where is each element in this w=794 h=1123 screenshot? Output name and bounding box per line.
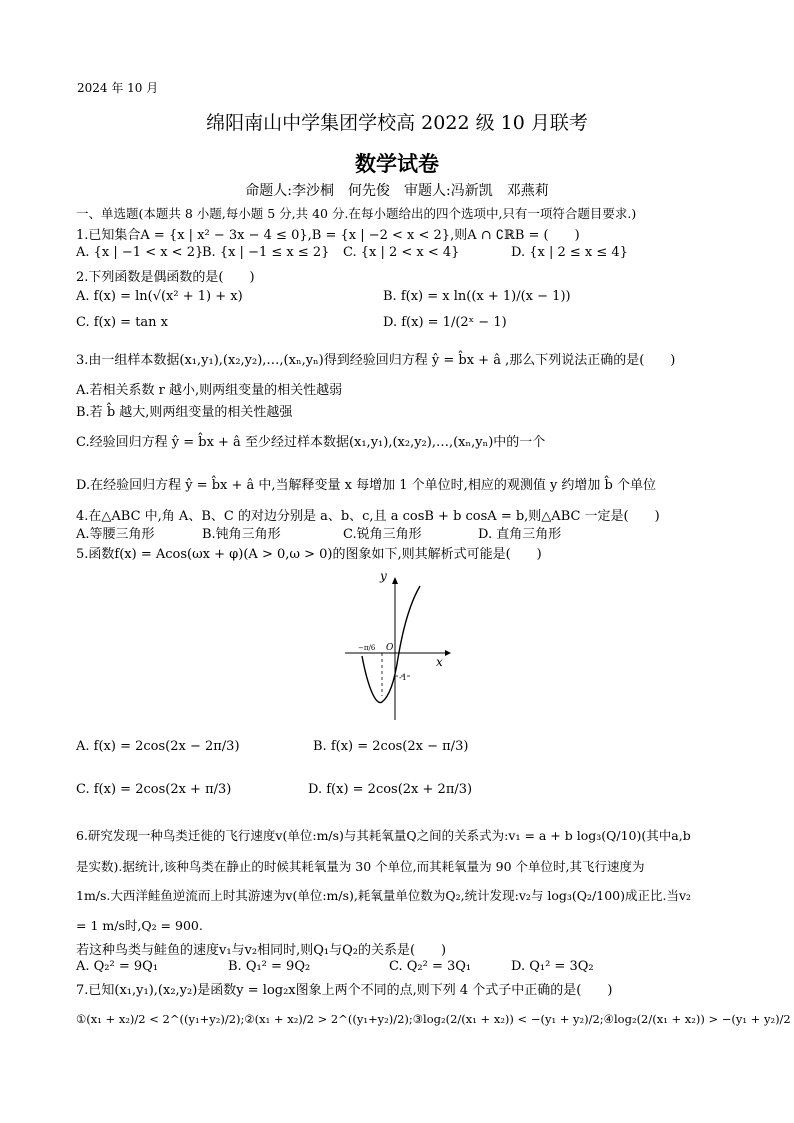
x-axis-label: x	[436, 655, 443, 669]
q6-option-a: A. Q₂² = 9Q₁	[76, 959, 159, 974]
q3-option-b: B.若 b̂ 越大,则两组变量的相关性越强	[76, 405, 293, 420]
x-mark-label: −π/6	[358, 644, 376, 652]
q2-stem: 2.下列函数是偶函数的是( )	[76, 270, 255, 285]
section-heading: 一、单选题(本题共 8 小题,每小题 5 分,共 40 分.在每小题给出的四个选项中,只有一项符合题目要求.)	[76, 206, 637, 221]
q1-option-a: A. {x | −1 < x < 2}	[76, 245, 204, 260]
q3-option-d: D.在经验回归方程 ŷ = b̂x + â 中,当解释变量 x 每增加 1 个单位时,相应的观测值 y 约增加 b̂ 个单位	[76, 478, 657, 493]
q1-option-b: B. {x | −1 ≤ x ≤ 2}	[202, 245, 330, 260]
y-axis-label: y	[380, 569, 387, 583]
exam-date: 2024 年 10 月	[77, 81, 159, 95]
q2-option-c: C. f(x) = tan x	[76, 315, 169, 330]
exam-subtitle: 数学试卷	[355, 151, 439, 176]
q6-option-b: B. Q₁² = 9Q₂	[228, 959, 311, 974]
q6-line-4: = 1 m/s时,Q₂ = 900.	[76, 918, 203, 933]
q5-option-c: C. f(x) = 2cos(2x + π/3)	[76, 782, 232, 797]
q4-option-d: D. 直角三角形	[478, 527, 562, 542]
q6-line-2: 是实数).据统计,该种鸟类在静止的时候其耗氧量为 30 个单位,而其耗氧量为 90 个单位时,其飞行速度为	[76, 859, 645, 874]
q6-line-5: 若这种鸟类与鲑鱼的速度v₁与v₂相同时,则Q₁与Q₂的关系是( )	[76, 943, 447, 958]
q6-option-d: D. Q₁² = 3Q₂	[511, 959, 594, 974]
q1-stem: 1.已知集合A = {x | x² − 3x − 4 ≤ 0},B = {x | −2 < x < 2},则A ∩ ∁ℝB = ( )	[76, 228, 580, 243]
y-mark-label: -1	[399, 673, 407, 682]
q7-stem: 7.已知(x₁,y₁),(x₂,y₂)是函数y = log₂x图象上两个不同的点,则下列 4 个式子中正确的是( )	[76, 983, 613, 998]
q5-stem: 5.函数f(x) = Acos(ωx + φ)(A > 0,ω > 0)的图象如下,则其解析式可能是( )	[76, 547, 542, 562]
exam-title: 绵阳南山中学集团学校高 2022 级 10 月联考	[206, 112, 588, 134]
x-axis-arrow	[445, 650, 451, 656]
q6-option-c: C. Q₂² = 3Q₁	[389, 959, 472, 974]
q3-option-a: A.若相关系数 r 越小,则两组变量的相关性越弱	[76, 383, 343, 398]
q5-option-a: A. f(x) = 2cos(2x − 2π/3)	[76, 739, 240, 754]
q7-statements: ①(x₁ + x₂)/2 < 2^((y₁+y₂)/2);②(x₁ + x₂)/2 > 2^((y₁+y₂)/2);③log₂(2/(x₁ + x₂)) < −(y₁ + y₂)/2;④log₂(2/(x₁ + x₂)) > −(y₁ + y₂)/2	[76, 1012, 791, 1026]
y-axis-arrow	[392, 577, 398, 584]
q3-stem: 3.由一组样本数据(x₁,y₁),(x₂,y₂),…,(xₙ,yₙ)得到经验回归方程 ŷ = b̂x + â ,那么下列说法正确的是( )	[76, 353, 676, 368]
exam-authors: 命题人:李沙桐 何先俊 审题人:冯新凯 邓燕莉	[245, 183, 549, 199]
q2-option-b: B. f(x) = x ln((x + 1)/(x − 1))	[383, 289, 571, 304]
q4-option-a: A.等腰三角形	[76, 527, 155, 542]
q4-option-c: C.锐角三角形	[343, 527, 422, 542]
q6-line-3: 1m/s.大西洋鲑鱼逆流而上时其游速为v(单位:m/s),耗氧量单位数为Q₂,统计发现:v₂与 log₃(Q₂/100)成正比.当v₂	[76, 888, 692, 903]
q5-option-b: B. f(x) = 2cos(2x − π/3)	[313, 739, 469, 754]
q1-option-c: C. {x | 2 < x < 4}	[343, 245, 460, 260]
q4-stem: 4.在△ABC 中,角 A、B、C 的对边分别是 a、b、c,且 a cosB + b cosA = b,则△ABC 一定是( )	[76, 509, 660, 524]
q4-option-b: B.钝角三角形	[202, 527, 281, 542]
origin-label: O	[386, 643, 394, 653]
q2-option-d: D. f(x) = 1/(2ˣ − 1)	[383, 315, 507, 330]
q2-option-a: A. f(x) = ln(√(x² + 1) + x)	[76, 289, 243, 304]
q5-function-graph	[340, 568, 460, 724]
q1-option-d: D. {x | 2 ≤ x ≤ 4}	[511, 245, 628, 260]
q6-line-1: 6.研究发现一种鸟类迁徙的飞行速度v(单位:m/s)与其耗氧量Q之间的关系式为:v₁ = a + b log₃(Q/10)(其中a,b	[76, 828, 691, 843]
q3-option-c: C.经验回归方程 ŷ = b̂x + â 至少经过样本数据(x₁,y₁),(x₂,y₂),…,(xₙ,yₙ)中的一个	[76, 435, 546, 450]
q5-option-d: D. f(x) = 2cos(2x + 2π/3)	[308, 782, 473, 797]
